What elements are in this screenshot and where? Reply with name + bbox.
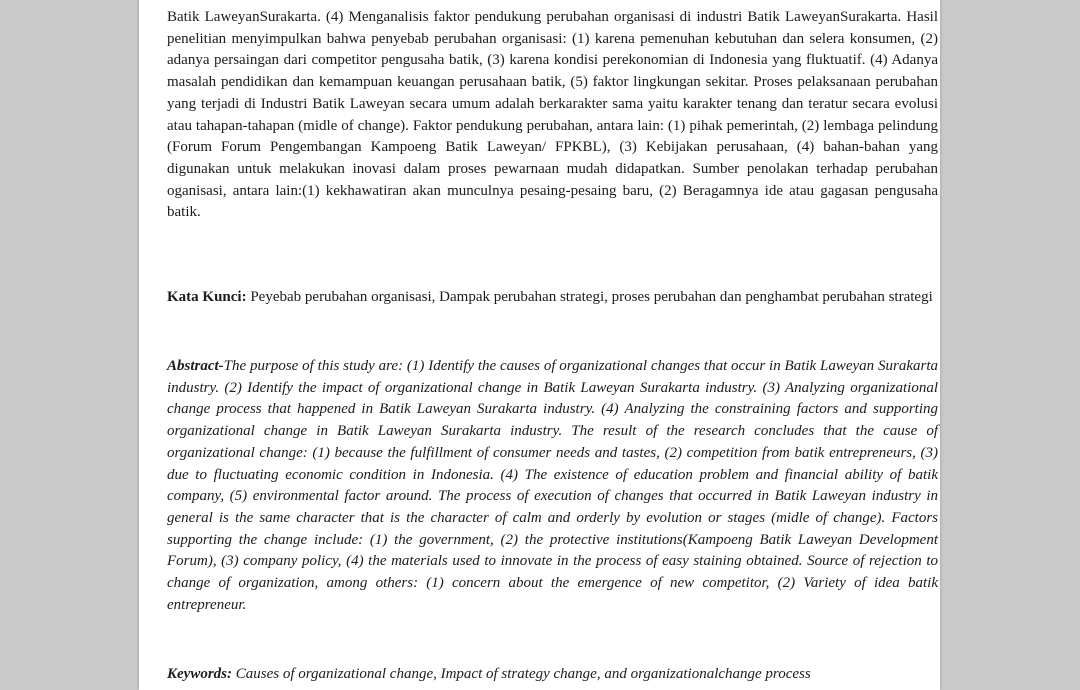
abstrak-text: Batik LaweyanSurakarta. (4) Menganalisis faktor pendukung perubahan organisasi di industri Batik LaweyanSurakarta. Hasil penelitian menyimpulkan bahwa penyebab perubahan organisasi: (1) karena pemenuhan kebutuhan dan selera konsumen, (2) adanya persaingan dari competitor pengusaha batik, (3) karena kondisi perekonomian di Indonesia yang fluktuatif. (4) Adanya masalah pendidikan dan kemampuan keuangan perusahaan batik, (5) faktor lingkungan sekitar. Proses pelaksanaan perubahan yang terjadi di Industri Batik Laweyan secara umum adalah berkarakter sama yaitu karakter tenang dan teratur secara evolusi atau tahapan-tahapan (midle of change). Faktor pendukung perubahan, antara lain: (1) pihak pemerintah, (2) lembaga pelindung (Forum Forum Pengembangan Kampoeng Batik Laweyan/ FPKBL), (3) Kebijakan perusahaan, (4) bahan-bahan yang digunakan untuk melakukan inovasi dalam proses pewarnaan mudah didapatkan. Sumber penolakan terhadap perubahan oganisasi, antara lain:(1) kekhawatiran akan munculnya pesaing-pesaing baru, (2) Beragamnya ide atau gagasan pengusaha batik. <box>167 9 938 221</box>
abstract-paragraph <box>167 356 938 616</box>
keywords-label: Keywords: <box>167 666 232 682</box>
kata-kunci-paragraph <box>167 287 938 309</box>
abstrak-paragraph <box>167 7 938 224</box>
abstract-text: The purpose of this study are: (1) Identify the causes of organizational changes that occur in Batik Laweyan Surakarta industry. (2) Identify the impact of organizational change in Batik Laweyan Surakarta industry. (3) Analyzing organizational change process that happened in Batik Laweyan Surakarta industry. (4) Analyzing the constraining factors and supporting organizational change in Batik Laweyan Surakarta industry. The result of the research concludes that the cause of organizational change: (1) because the fulfillment of consumer needs and tastes, (2) competition from batik entrepreneurs, (3) due to fluctuating economic condition in Indonesia. (4) The existence of education problem and financial ability of batik company, (5) environmental factor around. The process of execution of changes that occurred in Batik Laweyan industry in general is the same character that is the character of calm and orderly by evolution or stages (midle of change). Factors supporting the change include: (1) the government, (2) the protective institutions(Kampoeng Batik Laweyan Development Forum), (3) company policy, (4) the materials used to innovate in the process of easy staining obtained. Source of rejection to change of organization, among others: (1) concern about the emergence of new competitor, (2) Variety of idea batik entrepreneur. <box>167 358 938 613</box>
abstract-label: Abstract- <box>167 358 224 374</box>
kata-kunci-text: Peyebab perubahan organisasi, Dampak perubahan strategi, proses perubahan dan penghambat perubahan strategi <box>246 289 933 305</box>
keywords-text: Causes of organizational change, Impact of strategy change, and organizationalchange process <box>232 666 811 682</box>
document-page <box>139 0 940 690</box>
kata-kunci-label: Kata Kunci: <box>167 289 247 305</box>
